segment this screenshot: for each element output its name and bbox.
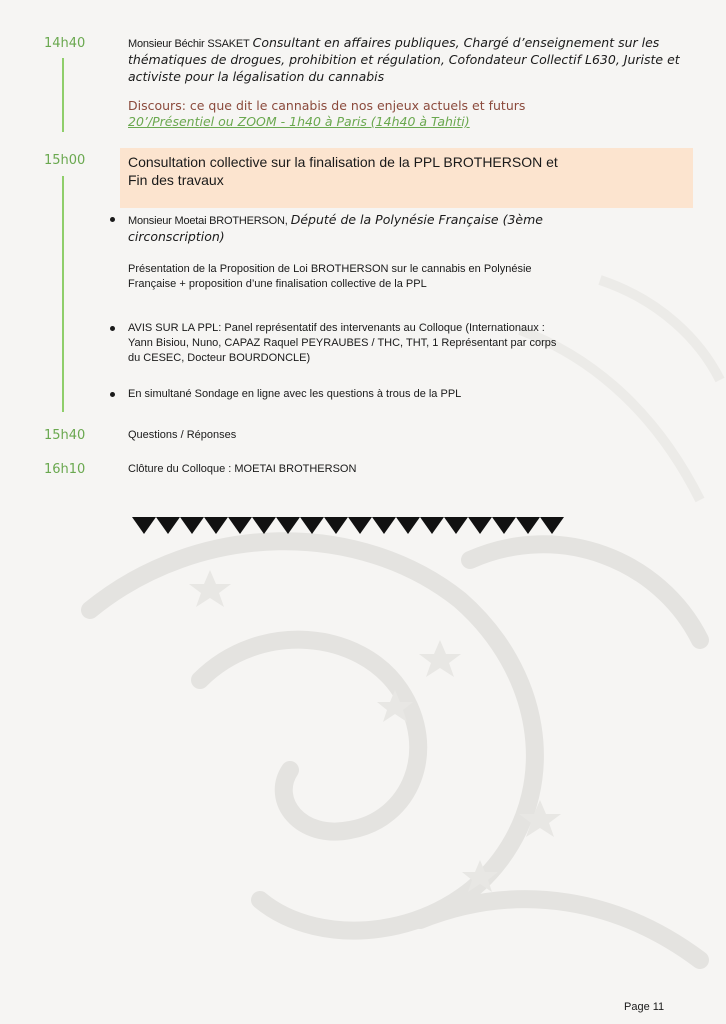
timeline-line [62, 58, 64, 132]
closing-label: Clôture du Colloque : MOETAI BROTHERSON [128, 463, 357, 475]
bullet-icon [110, 392, 115, 397]
bullet-icon [110, 326, 115, 331]
consultation-title-line: Consultation collective sur la finalisation de la PPL BROTHERSON et [128, 154, 558, 170]
time-16h10: 16h10 [44, 462, 86, 477]
time-15h40: 15h40 [44, 428, 86, 443]
consultation-title-line: Fin des travaux [128, 172, 224, 188]
text-line: Présentation de la Proposition de Loi BROTHERSON sur le cannabis en Polynésie [128, 263, 532, 275]
speaker-name: Monsieur Moetai BROTHERSON, [128, 215, 288, 227]
questions-label: Questions / Réponses [128, 429, 237, 441]
text-line: du CESEC, Docteur BOURDONCLE) [128, 352, 311, 364]
triangle-divider-icon [132, 517, 572, 535]
speaker-role-cont: circonscription) [128, 229, 225, 244]
speaker-name: Monsieur Béchir SSAKET [128, 38, 250, 50]
speaker-ssaket [128, 35, 688, 86]
page-number: Page 11 [624, 1001, 665, 1013]
consultation-title [128, 153, 598, 189]
time-15h00: 15h00 [44, 153, 86, 168]
avis-text [128, 321, 668, 366]
speaker-role: Député de la Polynésie Française (3ème [290, 212, 543, 227]
timeline-line [62, 176, 64, 412]
presentation-text [128, 262, 648, 292]
text-line: AVIS SUR LA PPL: Panel représentatif des intervenants au Colloque (Internationaux : [128, 322, 545, 334]
speaker-role: Consultant en affaires publiques, Chargé d’enseignement sur les thématiques de drogues, prohibition et régulation, Cofondateur Collectif L630, Juriste et activiste pour la légalisation du cannabis [128, 35, 680, 84]
text-line: Yann Bisiou, Nuno, CAPAZ Raquel PEYRAUBES / THC, THT, 1 Représentant par corps [128, 337, 557, 349]
discours-title: Discours: ce que dit le cannabis de nos enjeux actuels et futurs [128, 98, 526, 113]
speaker-brotherson [128, 212, 648, 244]
session-format: 20’/Présentiel ou ZOOM - 1h40 à Paris (14h40 à Tahiti) [128, 114, 470, 129]
sondage-text: En simultané Sondage en ligne avec les questions à trous de la PPL [128, 388, 462, 400]
text-line: Française + proposition d’une finalisation collective de la PPL [128, 278, 427, 290]
time-14h40: 14h40 [44, 36, 86, 51]
bullet-icon [110, 217, 115, 222]
